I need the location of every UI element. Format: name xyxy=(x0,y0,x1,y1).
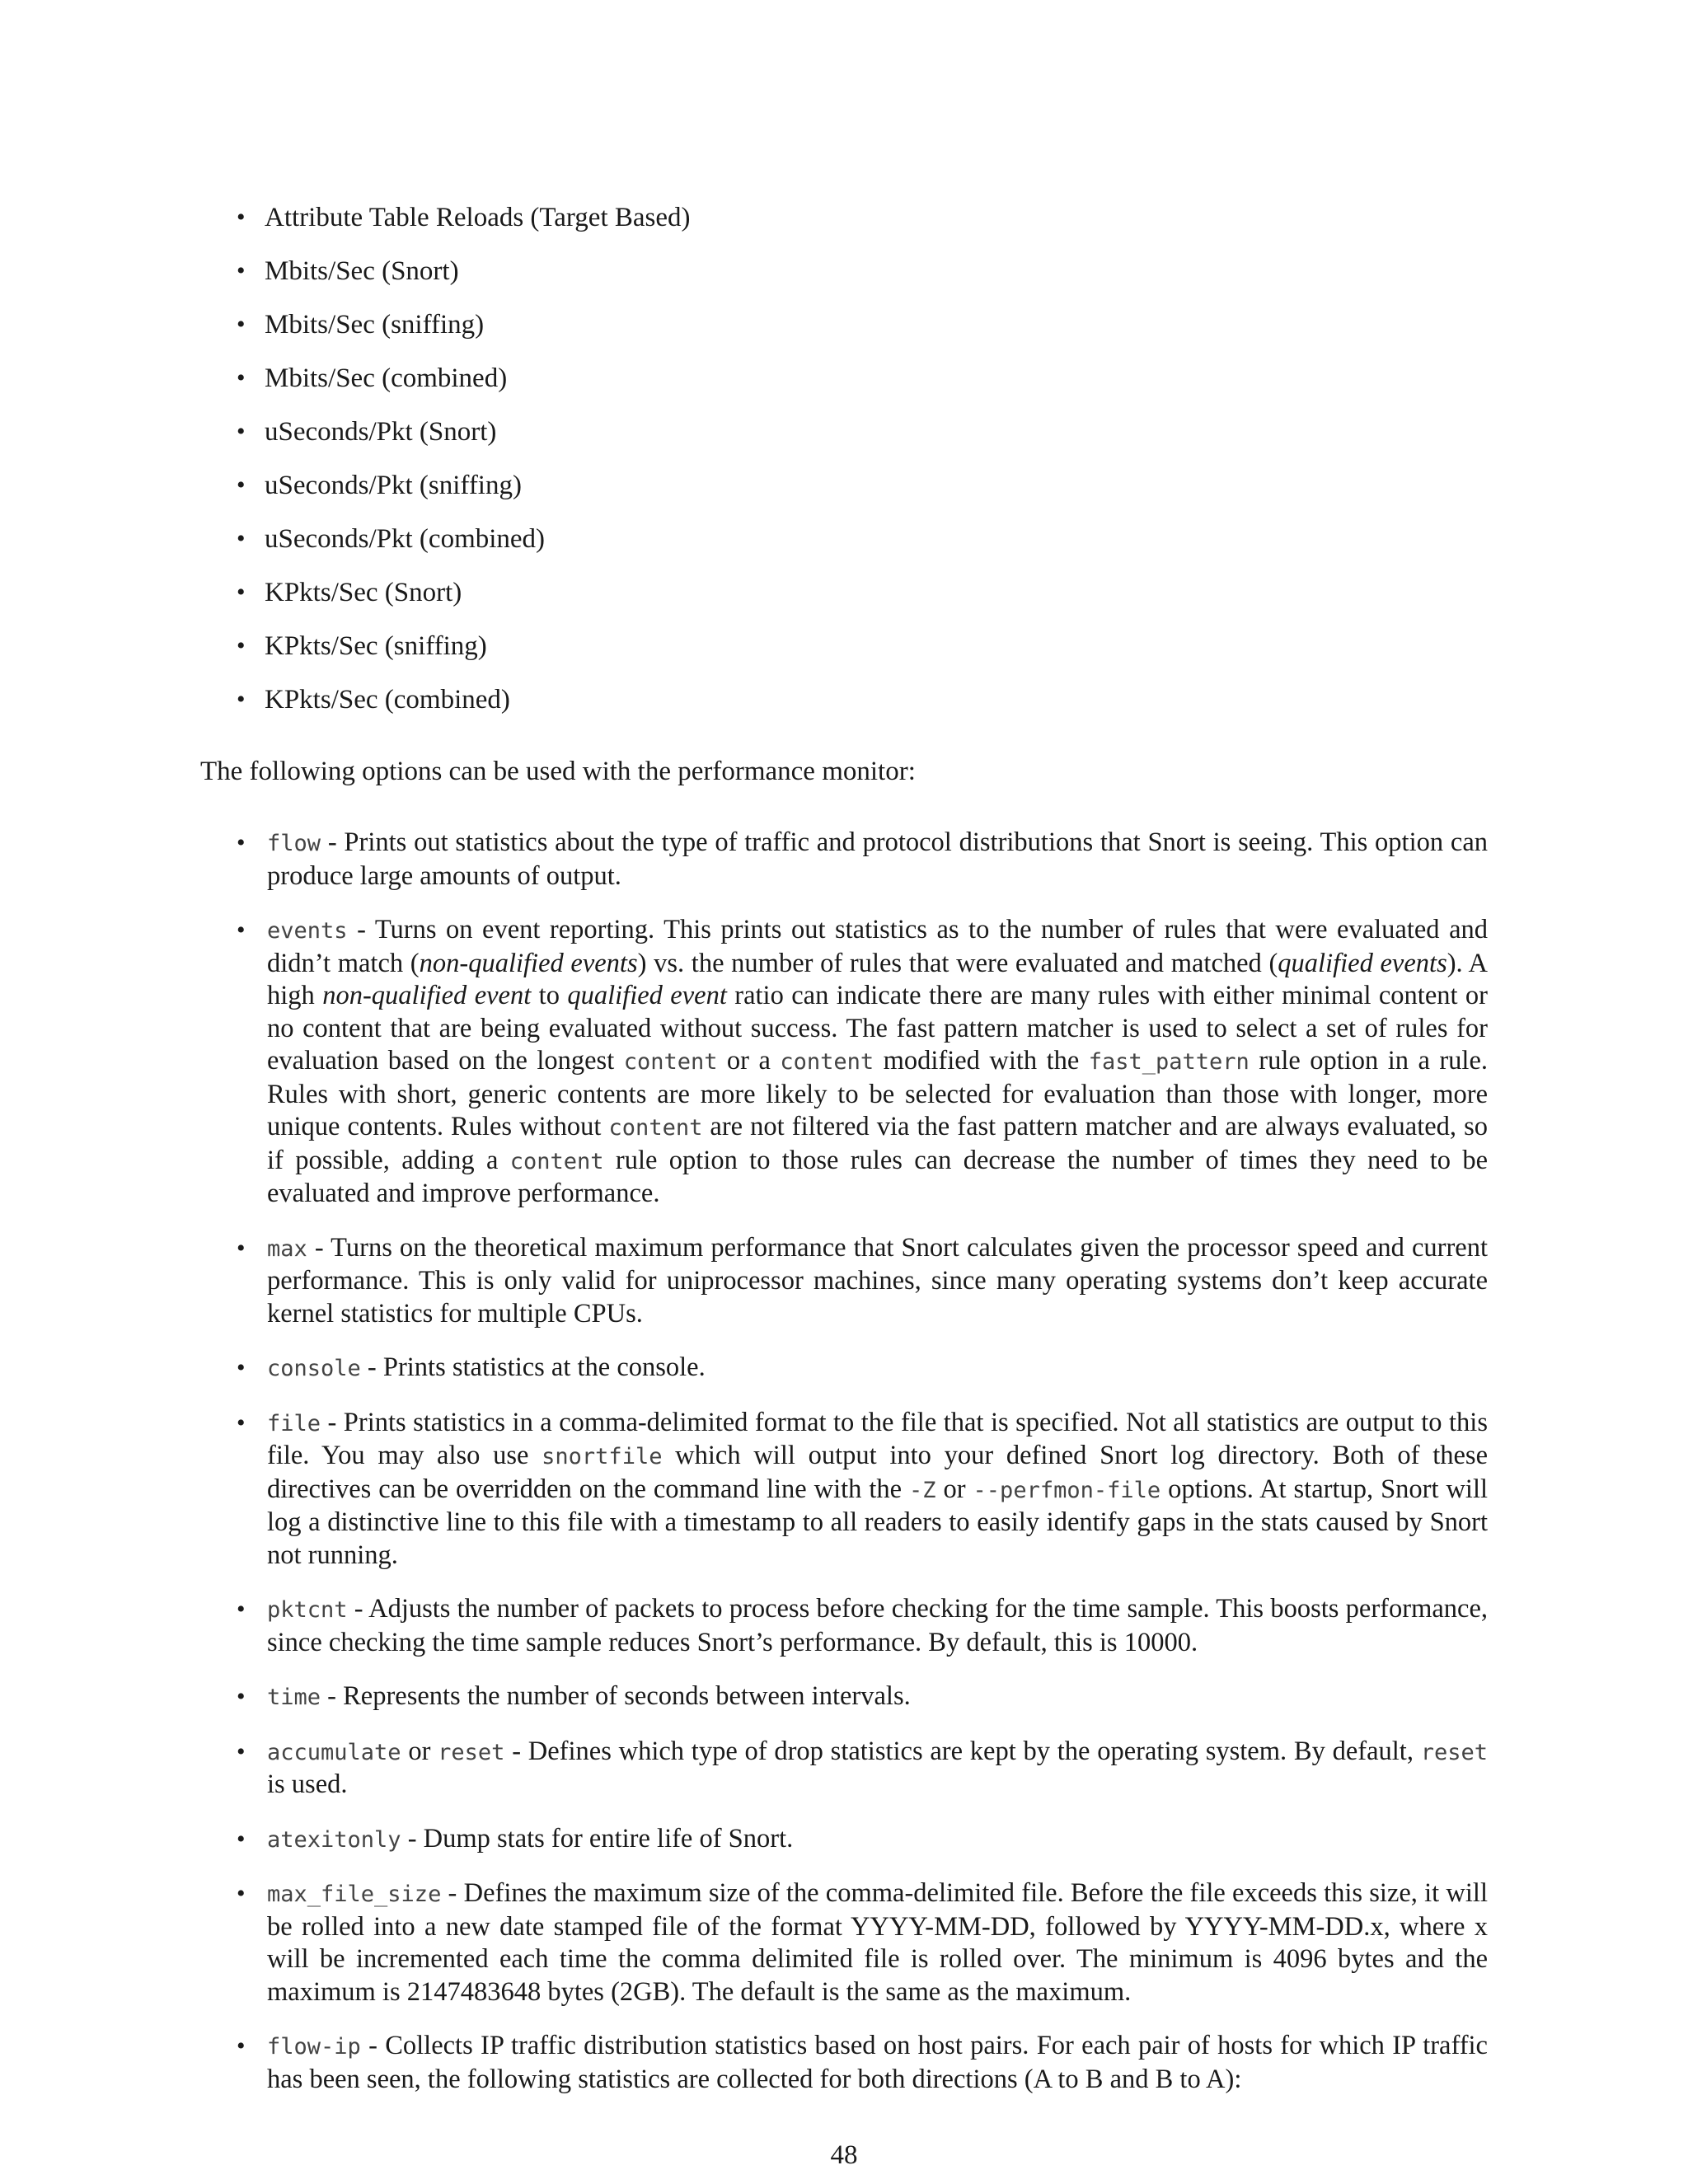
bullet-icon: • xyxy=(237,1596,246,1623)
option-code: max xyxy=(267,1235,307,1262)
bullet-icon: • xyxy=(237,1825,246,1853)
options-intro: The following options can be used with the performance monitor: xyxy=(200,757,916,786)
statistics-list xyxy=(237,198,1473,733)
option-code: flow xyxy=(267,831,321,856)
options-list xyxy=(237,827,1488,2117)
bullet-icon: • xyxy=(237,204,246,231)
bullet-icon: • xyxy=(237,257,246,284)
option-time: • time - Represents the number of seconds between intervals. xyxy=(237,1680,1488,1714)
option-code: max_file_size xyxy=(267,1882,442,1907)
option-code: pktcnt xyxy=(267,1597,348,1623)
option-code: accumulate xyxy=(267,1739,401,1765)
option-code: atexitonly xyxy=(267,1826,401,1853)
bullet-icon: • xyxy=(237,364,246,391)
bullet-icon: • xyxy=(237,579,246,606)
list-item: • KPkts/Sec (sniffing) xyxy=(237,626,1473,680)
bullet-icon: • xyxy=(237,1737,246,1765)
option-max-file-size: • max_file_size - Defines the maximum size of the comma-delimited file. Before the file exceeds this size, it will be rolled into a new date stamped file of the format YYYY-MM-DD, followed by YYYY-MM-DD.x, where x will be incremented each time the comma delimited file is rolled over. The minimum is 4096 bytes and the maximum is 2147483648 bytes (2GB). The default is the same as the maximum. xyxy=(237,1878,1488,2007)
bullet-icon: • xyxy=(237,525,246,552)
bullet-icon: • xyxy=(237,632,246,659)
bullet-icon: • xyxy=(237,686,246,713)
option-events: • events - Turns on event reporting. This prints out statistics as to the number of rules that were evaluated and didn’t match (non-qualified events) vs. the number of rules that were evaluated and matched (qualified events). A high non-qualified event to qualified event ratio can indicate there are many rules with either minimal content or no content that are being evaluated without success. The fast pattern matcher is used to select a set of rules for evaluation based on the longest content or a content modified with the fast_pattern rule option in a rule. Rules with short, generic contents are more likely to be selected for evaluation than those with longer, more unique contents. Rules without content are not filtered via the fast pattern matcher and are always evaluated, so if possible, adding a content rule option to those rules can decrease the number of times they need to be evaluated and improve performance. xyxy=(237,915,1489,1208)
bullet-icon: • xyxy=(237,471,246,499)
bullet-icon: • xyxy=(237,1234,246,1262)
bullet-icon: • xyxy=(237,1683,246,1710)
option-code: events xyxy=(267,918,348,944)
list-item: • Mbits/Sec (sniffing) xyxy=(237,305,1473,359)
list-item: • Mbits/Sec (combined) xyxy=(237,359,1473,412)
option-code: file xyxy=(267,1410,321,1436)
option-console: • console - Prints statistics at the console. xyxy=(237,1352,1488,1385)
option-code: flow-ip xyxy=(267,2034,361,2060)
option-flow: • flow - Prints out statistics about the type of traffic and protocol distributions that Snort is seeing. This option can produce large amounts of output. xyxy=(237,827,1488,891)
list-item: • Attribute Table Reloads (Target Based) xyxy=(237,198,1473,251)
page-number: 48 xyxy=(830,2140,858,2170)
bullet-icon: • xyxy=(237,311,246,338)
option-max: • max - Turns on the theoretical maximum performance that Snort calculates given the processor speed and current performance. This is only valid for uniprocessor machines, since many operating systems don’t keep accurate kernel statistics for multiple CPUs. xyxy=(237,1232,1488,1329)
option-code: time xyxy=(267,1685,321,1710)
list-item: • KPkts/Sec (Snort) xyxy=(237,573,1473,626)
option-accumulate: • accumulate or reset - Defines which type of drop statistics are kept by the operating system. By default, reset is used. xyxy=(237,1736,1488,1799)
bullet-icon: • xyxy=(237,1408,246,1436)
option-pktcnt: • pktcnt - Adjusts the number of packets to process before checking for the time sample. This boosts performance, since checking the time sample reduces Snort’s performance. By default, this is 10000. xyxy=(237,1594,1488,1657)
bullet-icon: • xyxy=(237,829,246,856)
option-file: • file - Prints statistics in a comma-delimited format to the file that is specified. Not all statistics are output to this file. You may also use snortfile which will output into your defined Snort log directory. Both of these directives can be overridden on the command line with the -Z or --perfmon-file options. At startup, Snort will log a distinctive line to this file with a timestamp to all readers to easily identify gaps in the stats caused by Snort not running. xyxy=(237,1407,1489,1570)
bullet-icon: • xyxy=(237,2032,246,2060)
list-item: • uSeconds/Pkt (sniffing) xyxy=(237,466,1473,519)
option-atexitonly: • atexitonly - Dump stats for entire life of Snort. xyxy=(237,1823,1488,1857)
bullet-icon: • xyxy=(237,916,246,944)
list-item: • uSeconds/Pkt (Snort) xyxy=(237,412,1473,466)
list-item: • KPkts/Sec (combined) xyxy=(237,680,1473,733)
option-code: console xyxy=(267,1356,361,1381)
list-item: • Mbits/Sec (Snort) xyxy=(237,251,1473,305)
list-item: • uSeconds/Pkt (combined) xyxy=(237,519,1473,573)
bullet-icon: • xyxy=(237,418,246,445)
bullet-icon: • xyxy=(237,1880,246,1907)
bullet-icon: • xyxy=(237,1354,246,1381)
option-flow-ip: • flow-ip - Collects IP traffic distribution statistics based on host pairs. For each pair of hosts for which IP traffic has been seen, the following statistics are collected for both directions (A to B and B to A): xyxy=(237,2031,1488,2094)
